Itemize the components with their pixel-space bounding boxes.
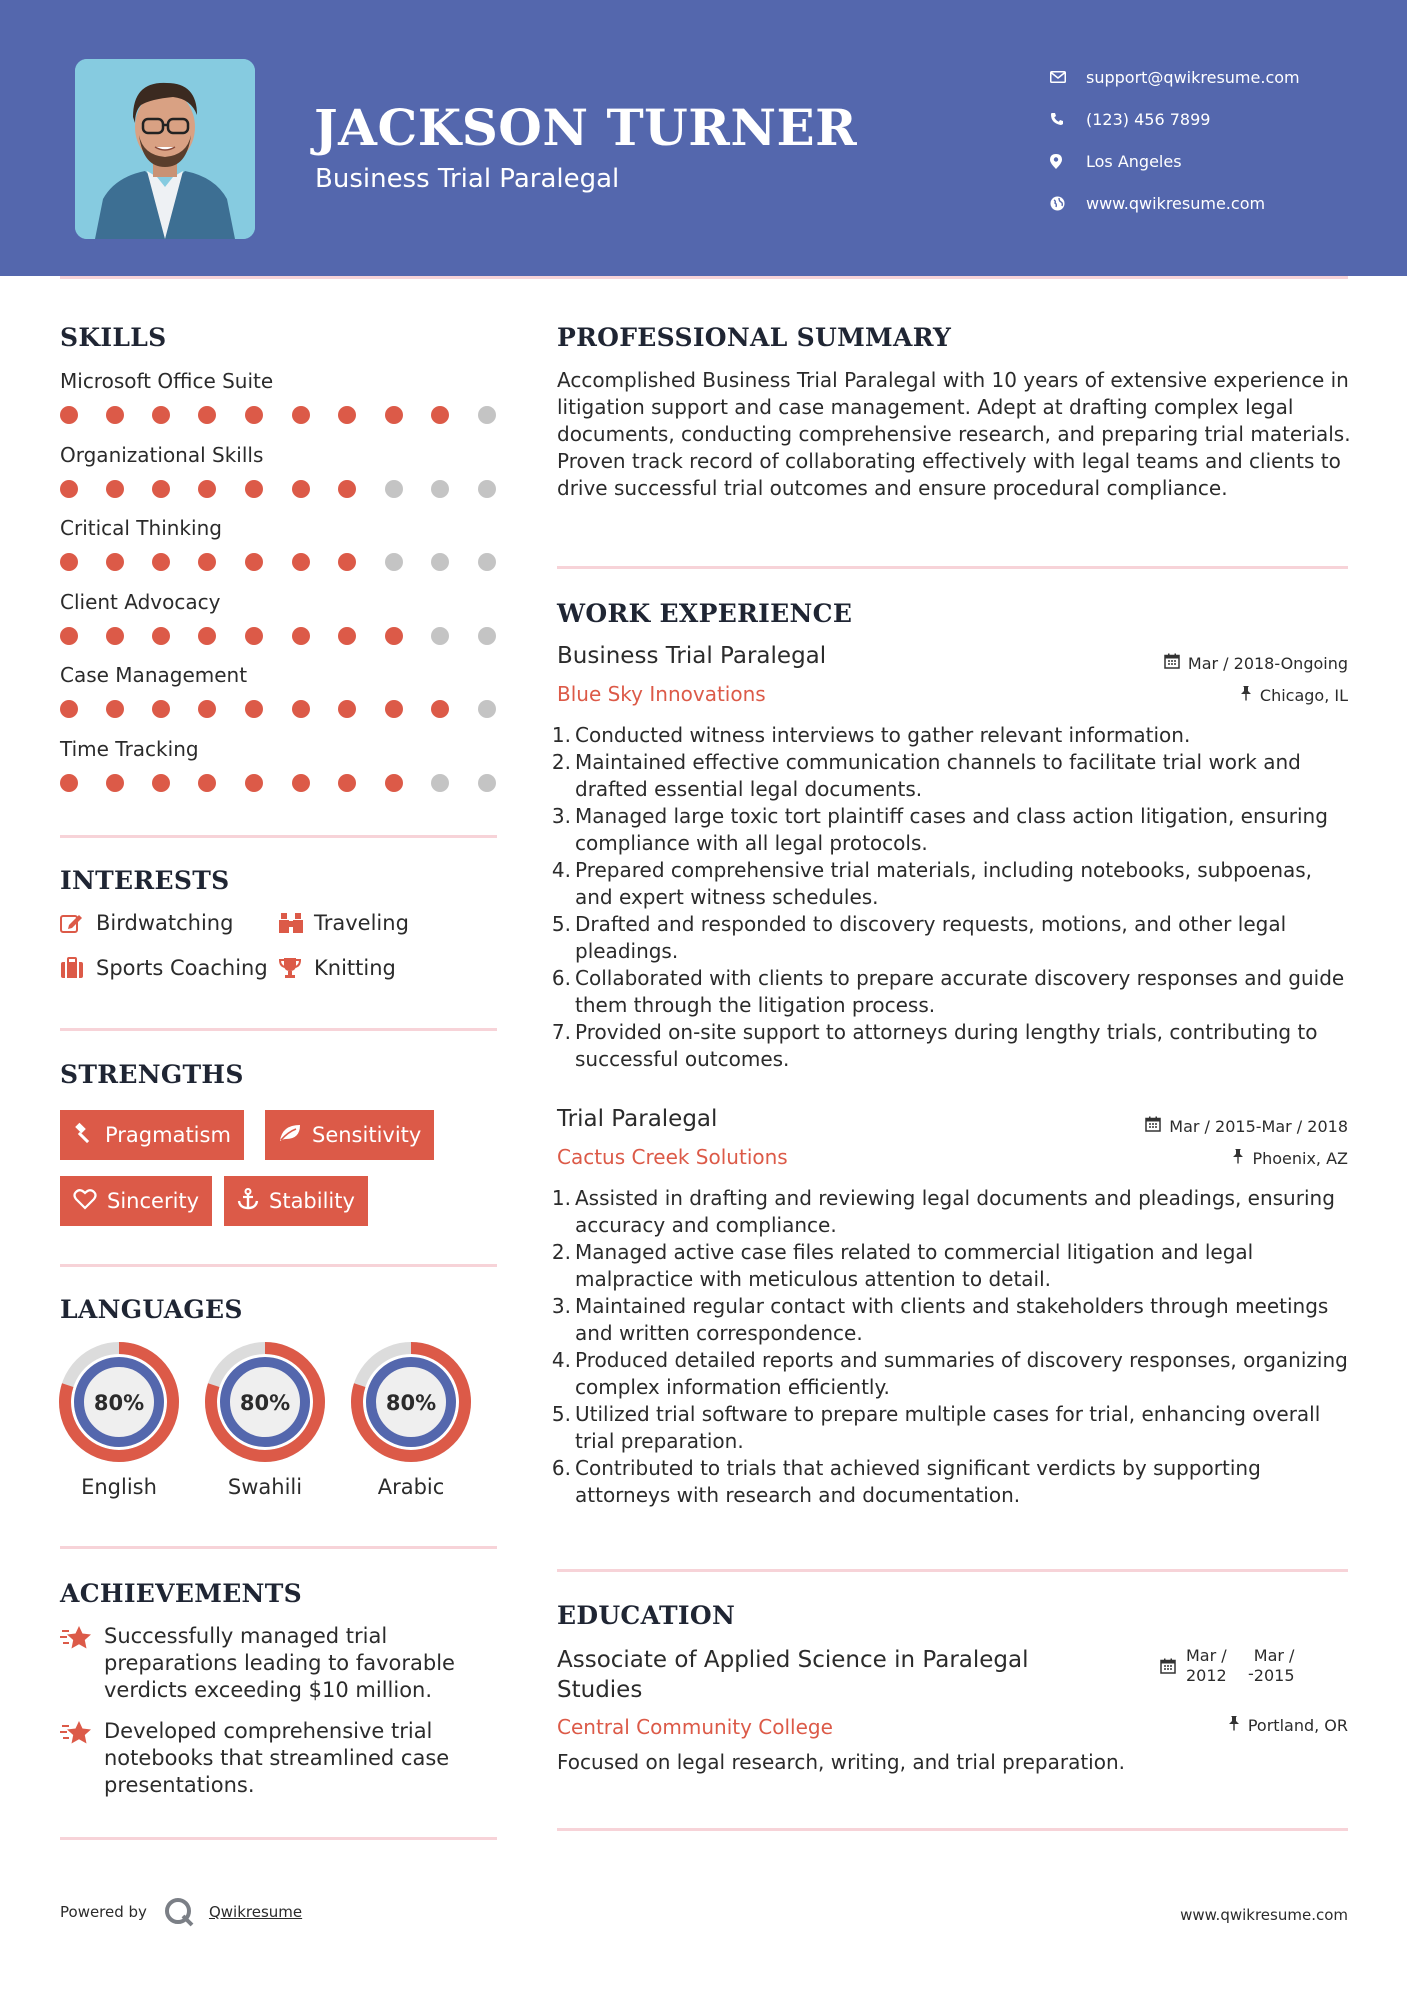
responsibility-text: Provided on-site support to attorneys during lengthy trials, contributing to successful outcomes. (575, 1020, 1318, 1071)
rating-dot-filled (106, 480, 124, 498)
rating-dot-filled (245, 553, 263, 571)
strength-tag (265, 1110, 434, 1160)
job-responsibilities (551, 1185, 1356, 1509)
language-percent: 80% (93, 1391, 145, 1415)
globe-icon (1050, 196, 1086, 211)
contact-location (1050, 140, 1300, 182)
trophy-icon (278, 957, 314, 979)
skill-name: Case Management (60, 663, 248, 687)
contact-list (1050, 56, 1300, 224)
candidate-title: Business Trial Paralegal (315, 164, 620, 194)
job-dates-text: Mar / 2015-Mar / 2018 (1169, 1116, 1348, 1136)
calendar-icon (1145, 1116, 1161, 1136)
language-donut (203, 1340, 327, 1464)
item-number: 4. (551, 858, 571, 882)
skill-rating (60, 480, 500, 500)
interest-item (278, 911, 409, 935)
responsibility-text: Prepared comprehensive trial materials, including notebooks, subpoenas, and expert witness schedules. (575, 858, 1313, 909)
rating-dot-filled (431, 406, 449, 424)
responsibility-item (551, 911, 1356, 965)
summary-text: Accomplished Business Trial Paralegal with 10 years of extensive experience in litigation support and case management. Adept at drafting complex legal documents, conducting comprehensive research, and preparing trial materials. Proven track record of collaborating effectively with legal teams and clients to drive successful trial outcomes and ensure procedural compliance. (557, 368, 1351, 500)
footer-website[interactable]: www.qwikresume.com (1180, 1906, 1348, 1924)
education-end-month: Mar / (1253, 1646, 1295, 1665)
rating-dot-filled (338, 406, 356, 424)
company-name: Blue Sky Innovations (557, 682, 766, 706)
envelope-icon (1050, 71, 1086, 83)
responsibility-item (551, 1293, 1356, 1347)
education-start-year: 2012 (1186, 1666, 1227, 1685)
responsibility-item (551, 1019, 1356, 1073)
item-number: 3. (551, 1294, 571, 1318)
rating-dot-filled (106, 553, 124, 571)
rating-dot-filled (106, 700, 124, 718)
rating-dot-filled (106, 406, 124, 424)
strength-tag (60, 1176, 212, 1226)
language-percent: 80% (385, 1391, 437, 1415)
strength-label: Sincerity (107, 1189, 200, 1213)
language-percent: 80% (239, 1391, 291, 1415)
rating-dot-filled (431, 700, 449, 718)
rating-dot-filled (385, 774, 403, 792)
item-number: 4. (551, 1348, 571, 1372)
education-start-month: Mar / (1186, 1646, 1227, 1665)
rating-dot-filled (106, 774, 124, 792)
language-name: Swahili (227, 1475, 303, 1499)
rating-dot-empty (431, 627, 449, 645)
strengths-heading: STRENGTHS (60, 1060, 244, 1089)
qwikresume-logo-icon (163, 1896, 195, 1928)
rating-dot-empty (431, 480, 449, 498)
skill-name: Client Advocacy (60, 589, 221, 614)
rating-dot-filled (245, 480, 263, 498)
job-location (1240, 685, 1348, 705)
rating-dot-filled (292, 774, 310, 792)
rating-dot-filled (198, 406, 216, 424)
strengths-divider (60, 1264, 497, 1267)
job-dates (1164, 653, 1348, 673)
rating-dot-filled (198, 700, 216, 718)
interest-item (278, 956, 396, 980)
achievements-heading: ACHIEVEMENTS (60, 1579, 302, 1608)
heart-icon (73, 1188, 97, 1215)
education-start (1186, 1646, 1248, 1686)
education-location-text: Portland, OR (1247, 1715, 1348, 1735)
interest-item (60, 956, 268, 980)
rating-dot-filled (292, 700, 310, 718)
responsibility-item (551, 1239, 1356, 1293)
education-dates (1160, 1646, 1295, 1686)
degree-line: Associate of Applied Science in Paralegal (557, 1647, 1029, 1673)
skill-rating (60, 700, 500, 720)
skills-divider (60, 835, 497, 838)
rating-dot-filled (198, 480, 216, 498)
rating-dot-empty (431, 774, 449, 792)
achievement-text: Successfully managed trial preparations leading to favorable verdicts exceeding $10 million. (104, 1624, 455, 1702)
resume-header (0, 0, 1407, 276)
rating-dot-filled (292, 553, 310, 571)
rating-dot-filled (152, 700, 170, 718)
item-number: 2. (551, 750, 571, 774)
rating-dot-empty (385, 553, 403, 571)
languages-divider (60, 1546, 497, 1549)
rating-dot-filled (106, 627, 124, 645)
rating-dot-filled (152, 627, 170, 645)
item-number: 6. (551, 1456, 571, 1480)
rating-dot-filled (385, 627, 403, 645)
responsibility-text: Assisted in drafting and reviewing legal documents and pleadings, ensuring accuracy and compliance. (575, 1186, 1335, 1237)
achievement-item (60, 1623, 500, 1704)
website-text: www.qwikresume.com (1086, 193, 1266, 213)
responsibility-text: Produced detailed reports and summaries of discovery responses, organizing complex information efficiently. (575, 1348, 1348, 1399)
rating-dot-filled (198, 627, 216, 645)
binoculars-icon (278, 912, 314, 934)
calendar-icon (1160, 1646, 1176, 1686)
language-donut (349, 1340, 473, 1464)
interests-divider (60, 1028, 497, 1031)
rating-dot-empty (385, 480, 403, 498)
rating-dot-filled (60, 553, 78, 571)
rating-dot-filled (338, 553, 356, 571)
education-end-year: 2015 (1253, 1666, 1295, 1685)
footer-powered-by (60, 1896, 302, 1928)
rating-dot-filled (152, 480, 170, 498)
company-name: Cactus Creek Solutions (557, 1145, 788, 1169)
language-name: Arabic (377, 1475, 445, 1499)
job-responsibilities (551, 722, 1356, 1073)
item-number: 3. (551, 804, 571, 828)
leaf-icon (278, 1123, 302, 1148)
responsibility-text: Collaborated with clients to prepare accurate discovery responses and guide them through the litigation process. (575, 966, 1345, 1017)
rating-dot-filled (338, 700, 356, 718)
interest-label: Sports Coaching (96, 956, 268, 980)
education-heading: EDUCATION (557, 1601, 736, 1630)
achievement-text: Developed comprehensive trial notebooks that streamlined case presentations. (104, 1719, 450, 1797)
strength-label: Sensitivity (312, 1123, 422, 1147)
pushpin-icon (1232, 1148, 1244, 1168)
map-pin-icon (1050, 154, 1086, 169)
contact-phone[interactable] (1050, 98, 1300, 140)
degree-line: Studies (557, 1677, 643, 1703)
rating-dot-filled (245, 700, 263, 718)
medal-star-icon (60, 1718, 104, 1799)
responsibility-item (551, 722, 1356, 749)
skill-name: Critical Thinking (60, 516, 222, 540)
email-text: support@qwikresume.com (1086, 67, 1300, 87)
gavel-icon (73, 1122, 95, 1149)
job-dates-text: Mar / 2018-Ongoing (1187, 653, 1348, 673)
interest-label: Traveling (314, 911, 409, 935)
location-text: Los Angeles (1086, 151, 1182, 171)
languages-heading: LANGUAGES (60, 1295, 243, 1324)
rating-dot-filled (245, 627, 263, 645)
school-name: Central Community College (557, 1715, 833, 1739)
rating-dot-filled (60, 480, 78, 498)
summary-heading: PROFESSIONAL SUMMARY (557, 323, 952, 352)
job-dates (1145, 1116, 1348, 1136)
rating-dot-empty (478, 553, 496, 571)
rating-dot-filled (60, 406, 78, 424)
rating-dot-filled (152, 774, 170, 792)
rating-dot-filled (385, 406, 403, 424)
language-name: English (81, 1475, 157, 1499)
rating-dot-filled (152, 406, 170, 424)
item-number: 5. (551, 912, 571, 936)
responsibility-text: Managed large toxic tort plaintiff cases and class action litigation, ensuring compliance with all legal protocols. (575, 804, 1328, 855)
skill-name: Organizational Skills (60, 442, 264, 467)
strength-label: Pragmatism (105, 1123, 231, 1147)
pencil-square-icon (60, 912, 96, 934)
qwikresume-link[interactable]: Qwikresume (208, 1903, 303, 1921)
rating-dot-filled (198, 553, 216, 571)
rating-dot-empty (478, 480, 496, 498)
language-donut (57, 1340, 181, 1464)
skill-rating (60, 627, 500, 647)
job-location-text: Chicago, IL (1259, 685, 1348, 705)
item-number: 7. (551, 1020, 571, 1044)
rating-dot-filled (60, 774, 78, 792)
powered-by-label: Powered by (60, 1903, 147, 1921)
degree-title (557, 1645, 1029, 1705)
job-location-text: Phoenix, AZ (1252, 1148, 1348, 1168)
job-title: Business Trial Paralegal (557, 643, 827, 669)
education-divider (557, 1828, 1348, 1831)
rating-dot-filled (292, 406, 310, 424)
responsibility-item (551, 1347, 1356, 1401)
responsibility-item (551, 1185, 1356, 1239)
strength-tag (224, 1176, 368, 1226)
rating-dot-empty (478, 406, 496, 424)
strength-tag (60, 1110, 244, 1160)
interest-item (60, 911, 233, 935)
rating-dot-filled (152, 553, 170, 571)
item-number: 5. (551, 1402, 571, 1426)
experience-heading: WORK EXPERIENCE (557, 599, 853, 628)
education-description: Focused on legal research, writing, and trial preparation. (557, 1750, 1125, 1774)
contact-email[interactable] (1050, 56, 1300, 98)
strength-label: Stability (269, 1189, 355, 1213)
rating-dot-filled (245, 406, 263, 424)
pushpin-icon (1228, 1715, 1240, 1735)
interest-label: Birdwatching (96, 911, 234, 935)
education-dash: - (1248, 1664, 1254, 1683)
item-number: 6. (551, 966, 571, 990)
responsibility-item (551, 749, 1356, 803)
rating-dot-filled (385, 700, 403, 718)
rating-dot-filled (245, 774, 263, 792)
rating-dot-filled (338, 627, 356, 645)
medal-star-icon (60, 1623, 104, 1704)
item-number: 1. (551, 723, 571, 747)
responsibility-text: Conducted witness interviews to gather relevant information. (575, 723, 1191, 747)
education-end (1254, 1646, 1295, 1686)
phone-icon (1050, 112, 1086, 126)
rating-dot-filled (338, 480, 356, 498)
pushpin-icon (1240, 685, 1252, 705)
contact-website[interactable] (1050, 182, 1300, 224)
interests-heading: INTERESTS (60, 866, 230, 895)
interest-label: Knitting (314, 956, 396, 980)
candidate-name: JACKSON TURNER (314, 98, 858, 157)
briefcase-icon (60, 957, 96, 979)
rating-dot-empty (478, 700, 496, 718)
responsibility-text: Drafted and responded to discovery requests, motions, and other legal pleadings. (575, 912, 1287, 963)
rating-dot-filled (60, 627, 78, 645)
responsibility-text: Maintained effective communication channels to facilitate trial work and drafted essential legal documents. (575, 750, 1301, 801)
header-divider (60, 276, 1348, 279)
responsibility-text: Maintained regular contact with clients and stakeholders through meetings and written correspondence. (575, 1294, 1329, 1345)
summary-divider (557, 566, 1348, 569)
responsibility-item (551, 1401, 1356, 1455)
rating-dot-empty (478, 627, 496, 645)
skills-heading: SKILLS (60, 323, 167, 352)
item-number: 2. (551, 1240, 571, 1264)
rating-dot-filled (198, 774, 216, 792)
rating-dot-filled (338, 774, 356, 792)
responsibility-text: Managed active case files related to commercial litigation and legal malpractice with meticulous attention to detail. (575, 1240, 1254, 1291)
responsibility-item (551, 803, 1356, 857)
experience-divider (557, 1569, 1348, 1572)
calendar-icon (1164, 653, 1180, 673)
item-number: 1. (551, 1186, 571, 1210)
education-location (1228, 1715, 1348, 1735)
profile-photo (75, 59, 255, 239)
anchor-icon (237, 1188, 259, 1215)
responsibility-item (551, 1455, 1356, 1509)
rating-dot-filled (292, 627, 310, 645)
rating-dot-filled (60, 700, 78, 718)
phone-text: (123) 456 7899 (1086, 109, 1211, 129)
skill-rating (60, 406, 500, 426)
skill-name: Time Tracking (60, 736, 199, 761)
skill-rating (60, 553, 500, 573)
responsibility-text: Utilized trial software to prepare multiple cases for trial, enhancing overall trial preparation. (575, 1402, 1321, 1453)
skill-name: Microsoft Office Suite (60, 369, 274, 393)
job-title: Trial Paralegal (557, 1106, 718, 1132)
responsibility-item (551, 857, 1356, 911)
achievements-divider (60, 1837, 497, 1840)
rating-dot-filled (292, 480, 310, 498)
achievement-item (60, 1718, 500, 1799)
skill-rating (60, 774, 500, 794)
rating-dot-empty (478, 774, 496, 792)
responsibility-text: Contributed to trials that achieved significant verdicts by supporting attorneys with research and documentation. (575, 1456, 1261, 1507)
job-location (1232, 1148, 1348, 1168)
responsibility-item (551, 965, 1356, 1019)
rating-dot-empty (431, 553, 449, 571)
